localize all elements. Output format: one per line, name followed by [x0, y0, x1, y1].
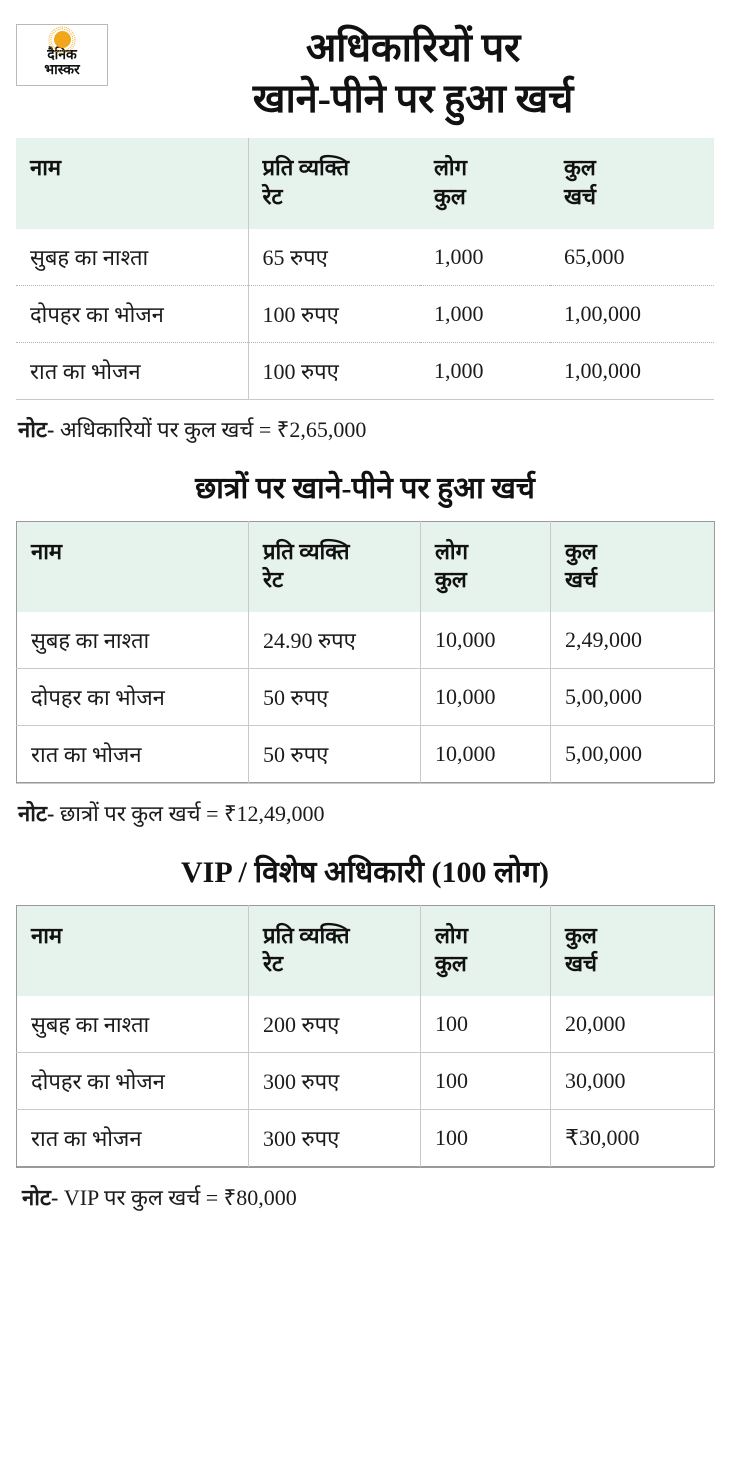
table-row — [16, 285, 714, 342]
vip-note — [16, 1167, 714, 1212]
cell-total: 30,000 — [551, 1053, 715, 1110]
col-header-people-l2: कुल — [434, 183, 466, 209]
col-header-total — [551, 906, 715, 997]
vip-table — [16, 905, 715, 1167]
page-title-line2: खाने-पीने पर हुआ खर्च — [252, 76, 574, 122]
table-row — [17, 612, 715, 669]
cell-rate: 50 रुपए — [249, 726, 421, 783]
col-header-total-l2: खर्च — [564, 183, 596, 209]
cell-name: दोपहर का भोजन — [16, 285, 248, 342]
cell-name: सुबह का नाश्ता — [17, 612, 249, 669]
col-header-rate-l1: प्रति व्यक्ति — [263, 538, 350, 564]
table-row — [17, 1110, 715, 1167]
page-title-line1: अधिकारियों पर — [305, 25, 521, 70]
col-header-people-l1: लोग — [435, 923, 469, 948]
cell-rate: 50 रुपए — [249, 669, 421, 726]
cell-name: दोपहर का भोजन — [17, 1053, 249, 1110]
section-officers — [16, 138, 714, 443]
col-header-total-l1: कुल — [564, 155, 596, 181]
table-row — [17, 1053, 715, 1110]
note-text: VIP पर कुल खर्च = ₹80,000 — [58, 1185, 297, 1211]
col-header-total-l2: खर्च — [565, 566, 597, 592]
cell-people: 1,000 — [420, 285, 550, 342]
cell-rate: 200 रुपए — [249, 996, 421, 1053]
students-table — [16, 521, 715, 783]
cell-name: रात का भोजन — [17, 726, 249, 783]
cell-rate: 100 रुपए — [248, 285, 420, 342]
brand-name-line1: दैनिक — [47, 48, 77, 64]
section-students — [16, 466, 714, 828]
table-header-row — [16, 138, 714, 228]
col-header-rate — [248, 138, 420, 228]
table-row — [16, 229, 714, 286]
col-header-rate-l1: प्रति व्यक्ति — [262, 155, 350, 181]
col-header-rate-l1: प्रति व्यक्ति — [263, 923, 350, 948]
cell-people: 10,000 — [421, 669, 551, 726]
cell-name: सुबह का नाश्ता — [17, 996, 249, 1053]
brand-name-line2: भास्कर — [44, 63, 80, 78]
brand-logo — [16, 24, 108, 86]
cell-people: 100 — [421, 1110, 551, 1167]
cell-rate: 24.90 रुपए — [249, 612, 421, 669]
cell-total: 1,00,000 — [550, 285, 714, 342]
col-header-total-l2: खर्च — [565, 951, 597, 977]
cell-people: 10,000 — [421, 612, 551, 669]
cell-total: 65,000 — [550, 229, 714, 286]
col-header-rate-l2: रेट — [263, 951, 284, 977]
cell-total: 5,00,000 — [565, 741, 642, 766]
col-header-people — [420, 138, 550, 228]
cell-people: 100 — [421, 996, 551, 1053]
cell-total: 2,49,000 — [551, 612, 715, 669]
col-header-rate — [249, 521, 421, 612]
section-vip — [16, 850, 714, 1212]
cell-people: 10,000 — [421, 726, 551, 783]
cell-name: रात का भोजन — [17, 1110, 249, 1167]
cell-rate: 100 रुपए — [262, 358, 339, 384]
table-row — [17, 669, 715, 726]
cell-name: सुबह का नाश्ता — [16, 229, 248, 286]
cell-people: 1,000 — [420, 229, 550, 286]
col-header-name: नाम — [17, 521, 249, 612]
cell-total: ₹30,000 — [565, 1125, 640, 1151]
cell-people: 100 — [421, 1053, 551, 1110]
note-text: अधिकारियों पर कुल खर्च = ₹2,65,000 — [54, 416, 367, 442]
vip-heading: VIP / विशेष अधिकारी (100 लोग) — [180, 856, 549, 889]
students-note — [16, 783, 714, 828]
col-header-name: नाम — [17, 906, 249, 997]
page-title — [118, 22, 714, 124]
table-header-row — [17, 521, 715, 612]
cell-name: रात का भोजन — [16, 342, 248, 399]
cell-total: 1,00,000 — [564, 357, 641, 383]
students-heading: छात्रों पर खाने-पीने पर हुआ खर्च — [195, 471, 535, 505]
cell-rate: 300 रुपए — [249, 1053, 421, 1110]
sun-icon — [54, 31, 71, 48]
col-header-total — [550, 138, 714, 228]
col-header-rate-l2: रेट — [262, 183, 283, 209]
col-header-rate — [249, 906, 421, 997]
table-row — [17, 726, 715, 783]
note-text: छात्रों पर कुल खर्च = ₹12,49,000 — [54, 801, 325, 826]
col-header-total-l1: कुल — [565, 923, 597, 948]
col-header-people — [421, 906, 551, 997]
page-header — [16, 0, 714, 124]
col-header-people-l1: लोग — [435, 538, 469, 564]
cell-name: दोपहर का भोजन — [17, 669, 249, 726]
cell-rate: 300 रुपए — [249, 1110, 421, 1167]
col-header-total-l1: कुल — [565, 538, 597, 564]
col-header-people-l2: कुल — [435, 566, 467, 592]
col-header-people-l1: लोग — [434, 155, 468, 181]
cell-rate: 65 रुपए — [248, 229, 420, 286]
table-row — [17, 996, 715, 1053]
col-header-people-l2: कुल — [435, 951, 467, 977]
table-row — [16, 342, 714, 399]
note-label: नोट- — [18, 801, 55, 826]
note-label: नोट- — [22, 1185, 59, 1211]
table-header-row — [17, 906, 715, 997]
cell-total: 20,000 — [551, 996, 715, 1053]
officers-table — [16, 138, 714, 398]
col-header-name: नाम — [16, 138, 248, 228]
col-header-rate-l2: रेट — [263, 566, 284, 592]
cell-people: 1,000 — [434, 357, 484, 383]
cell-total: 5,00,000 — [551, 669, 715, 726]
col-header-total — [551, 521, 715, 612]
officers-note — [16, 399, 714, 444]
note-label: नोट- — [18, 416, 55, 442]
col-header-people — [421, 521, 551, 612]
